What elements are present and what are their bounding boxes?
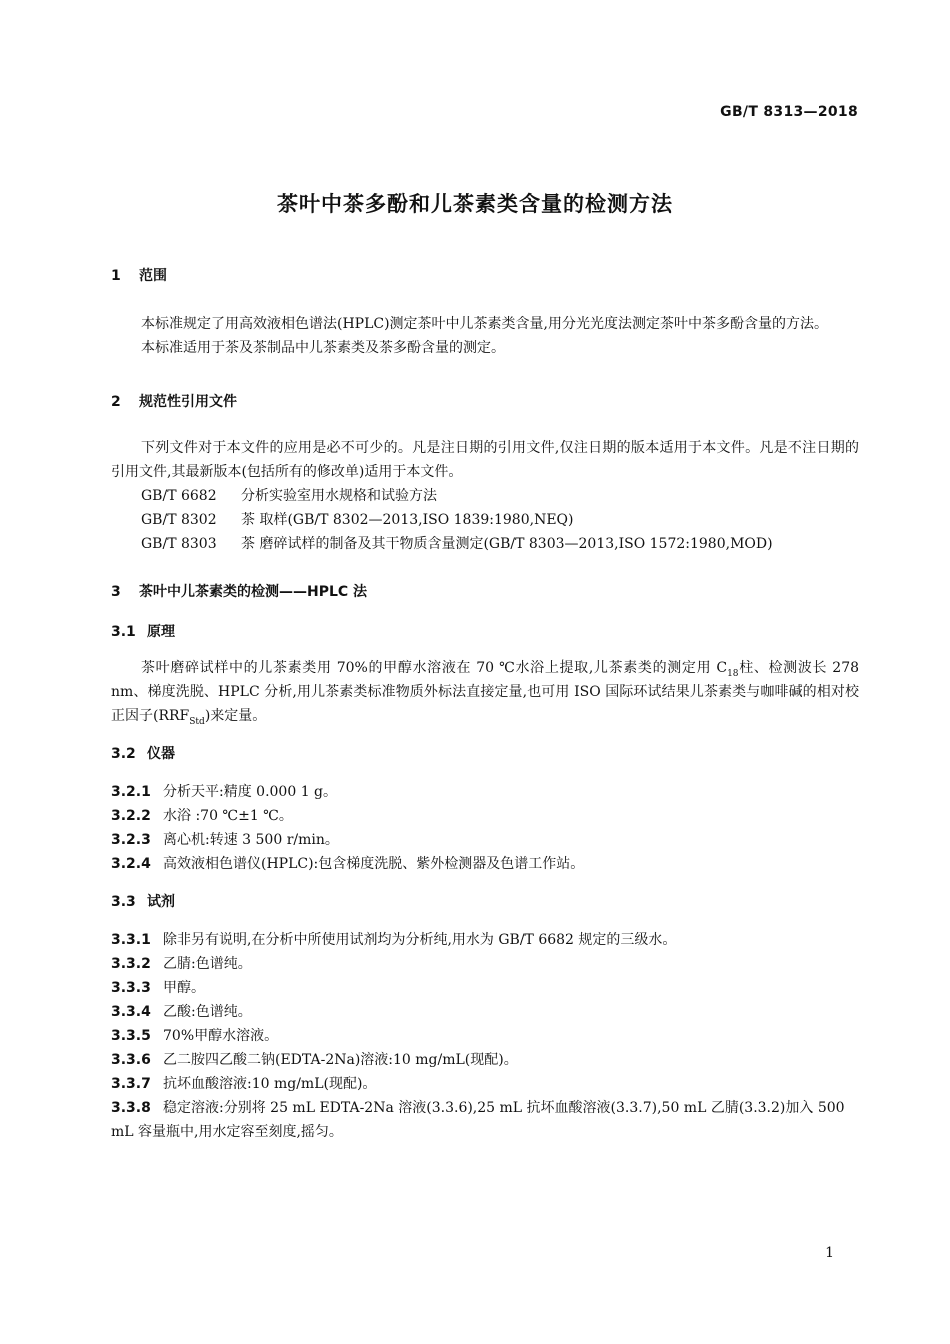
subsection-title: 仪器 bbox=[147, 746, 175, 762]
reference-item bbox=[141, 508, 859, 532]
page-number: 1 bbox=[825, 1245, 834, 1261]
principle-paragraph bbox=[111, 656, 859, 728]
clause-text: 甲醇。 bbox=[163, 980, 205, 996]
clause-item bbox=[111, 1048, 859, 1072]
clause-number: 3.3.7 bbox=[111, 1076, 151, 1092]
subsection-heading-3-1 bbox=[111, 620, 859, 644]
section-heading-2 bbox=[111, 390, 859, 414]
clause-number: 3.2.3 bbox=[111, 832, 151, 848]
reference-text: 茶 磨碎试样的制备及其干物质含量测定(GB/T 8303—2013,ISO 1572:1980,MOD) bbox=[241, 536, 773, 552]
document-title: 茶叶中茶多酚和儿茶素类含量的检测方法 bbox=[277, 192, 673, 216]
paragraph: 本标准适用于茶及茶制品中儿茶素类及茶多酚含量的测定。 bbox=[141, 340, 505, 356]
section-title: 茶叶中儿茶素类的检测——HPLC 法 bbox=[139, 584, 368, 600]
clause-number: 3.2.1 bbox=[111, 784, 151, 800]
clause-text: 乙酸:色谱纯。 bbox=[163, 1004, 252, 1020]
section-number: 3 bbox=[111, 584, 121, 600]
reference-item bbox=[141, 484, 859, 508]
section-number: 2 bbox=[111, 394, 121, 410]
subsection-number: 3.3 bbox=[111, 894, 136, 910]
reference-code: GB/T 8302 bbox=[141, 512, 217, 528]
clause-number: 3.3.1 bbox=[111, 932, 151, 948]
clause-item bbox=[111, 780, 859, 804]
reference-text: 分析实验室用水规格和试验方法 bbox=[241, 488, 437, 504]
clause-text: 稳定溶液:分别将 25 mL EDTA-2Na 溶液(3.3.6),25 mL 抗坏血酸溶液(3.3.7),50 mL 乙腈(3.3.2)加入 500 mL 容量瓶中,用水定容至刻度,摇匀。 bbox=[111, 1100, 845, 1140]
clause-text: 分析天平:精度 0.000 1 g。 bbox=[163, 784, 338, 800]
clause-number: 3.3.5 bbox=[111, 1028, 151, 1044]
clause-item bbox=[111, 952, 859, 976]
text-run: 柱、检测波长 278 nm、梯度洗脱、HPLC 分析,用儿茶素类标准物质外标法直接定量,也可用 ISO 国际环试结果儿茶素类与咖啡碱的相对校正因子(RRF bbox=[111, 660, 860, 724]
clause-number: 3.3.2 bbox=[111, 956, 151, 972]
clause-text: 水浴 :70 ℃±1 ℃。 bbox=[163, 808, 293, 824]
clause-text: 高效液相色谱仪(HPLC):包含梯度洗脱、紫外检测器及色谱工作站。 bbox=[163, 856, 585, 872]
subsection-title: 试剂 bbox=[147, 894, 175, 910]
reference-code: GB/T 8303 bbox=[141, 536, 217, 552]
paragraph: 下列文件对于本文件的应用是必不可少的。凡是注日期的引用文件,仅注日期的版本适用于本文件。凡是不注日期的引用文件,其最新版本(包括所有的修改单)适用于本文件。 bbox=[111, 440, 859, 480]
subsection-title: 原理 bbox=[147, 624, 175, 640]
clause-item bbox=[111, 828, 859, 852]
clause-item bbox=[111, 1072, 859, 1096]
reference-text: 茶 取样(GB/T 8302—2013,ISO 1839:1980,NEQ) bbox=[241, 512, 574, 528]
clause-item bbox=[111, 804, 859, 828]
clause-item bbox=[111, 1000, 859, 1024]
section-title: 范围 bbox=[139, 268, 167, 284]
clause-number: 3.3.6 bbox=[111, 1052, 151, 1068]
clause-text: 乙腈:色谱纯。 bbox=[163, 956, 252, 972]
subsection-heading-3-2 bbox=[111, 742, 859, 766]
clause-text: 乙二胺四乙酸二钠(EDTA-2Na)溶液:10 mg/mL(现配)。 bbox=[163, 1052, 518, 1068]
clause-item bbox=[111, 928, 859, 952]
clause-number: 3.2.2 bbox=[111, 808, 151, 824]
clause-item bbox=[111, 1024, 859, 1048]
section-heading-1 bbox=[111, 264, 859, 288]
clause-text: 离心机:转速 3 500 r/min。 bbox=[163, 832, 339, 848]
document-body bbox=[111, 264, 859, 1144]
section-title: 规范性引用文件 bbox=[139, 394, 237, 410]
section-number: 1 bbox=[111, 268, 121, 284]
clause-item bbox=[111, 976, 859, 1000]
subscript: Std bbox=[189, 716, 205, 727]
clause-text: 抗坏血酸溶液:10 mg/mL(现配)。 bbox=[163, 1076, 377, 1092]
clause-item bbox=[111, 1096, 859, 1144]
reference-item bbox=[111, 532, 859, 556]
subscript: 18 bbox=[727, 668, 739, 679]
clause-item bbox=[111, 852, 859, 876]
subsection-heading-3-3 bbox=[111, 890, 859, 914]
clause-number: 3.2.4 bbox=[111, 856, 151, 872]
standard-code: GB/T 8313—2018 bbox=[720, 104, 858, 120]
paragraph: 本标准规定了用高效液相色谱法(HPLC)测定茶叶中儿茶素类含量,用分光光度法测定茶叶中茶多酚含量的方法。 bbox=[141, 316, 829, 332]
clause-text: 除非另有说明,在分析中所使用试剂均为分析纯,用水为 GB/T 6682 规定的三级水。 bbox=[163, 932, 677, 948]
text-run: 茶叶磨碎试样中的儿茶素类用 70%的甲醇水溶液在 70 ℃水浴上提取,儿茶素类的测定用 C bbox=[141, 660, 728, 676]
clause-number: 3.3.8 bbox=[111, 1100, 151, 1116]
text-run: )来定量。 bbox=[204, 708, 267, 724]
subsection-number: 3.1 bbox=[111, 624, 136, 640]
section-heading-3 bbox=[111, 580, 859, 604]
clause-number: 3.3.3 bbox=[111, 980, 151, 996]
clause-number: 3.3.4 bbox=[111, 1004, 151, 1020]
clause-text: 70%甲醇水溶液。 bbox=[163, 1028, 279, 1044]
subsection-number: 3.2 bbox=[111, 746, 136, 762]
reference-code: GB/T 6682 bbox=[141, 488, 217, 504]
